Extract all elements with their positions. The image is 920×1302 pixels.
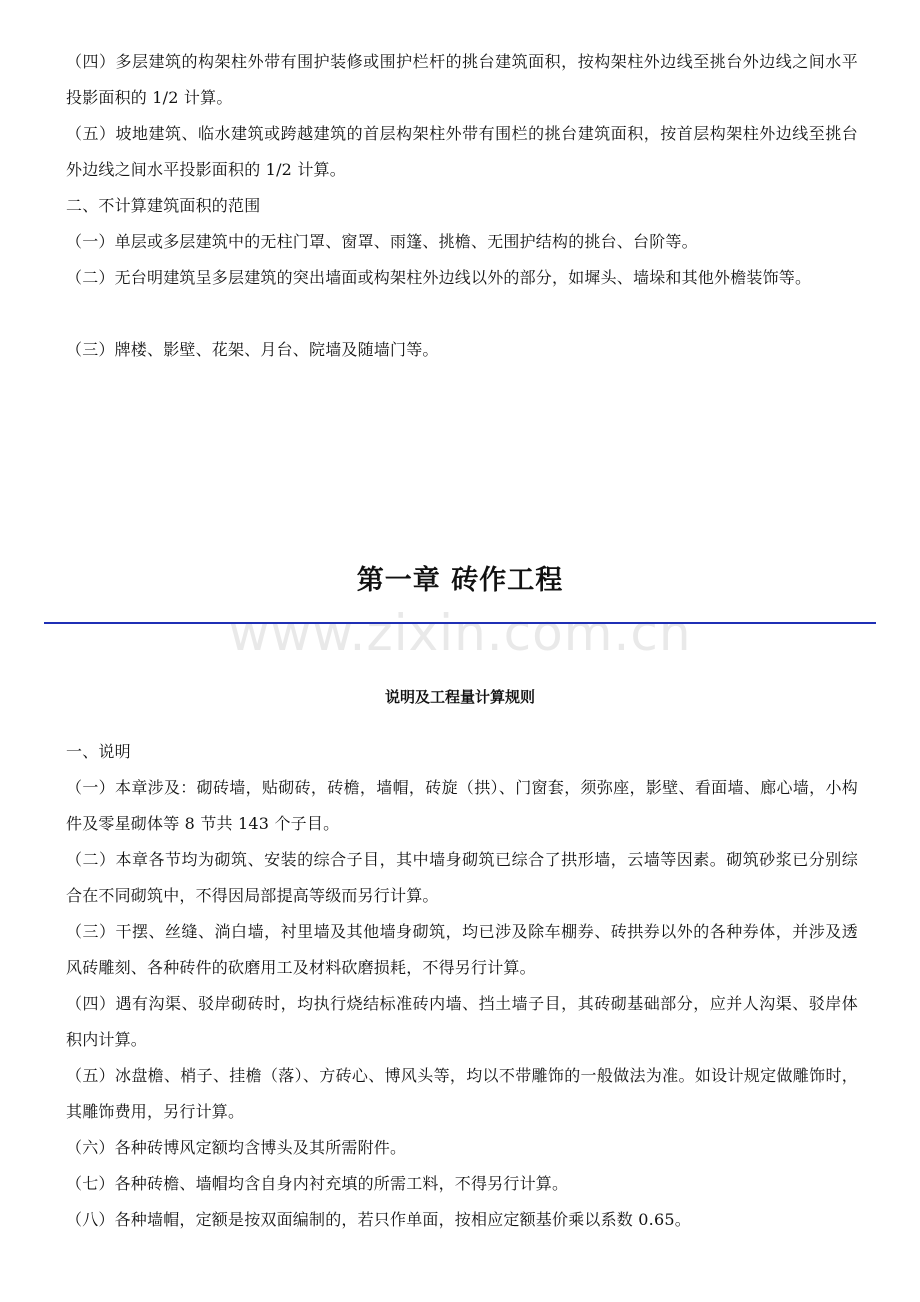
explanation-item-3: （三）干摆、丝缝、淌白墙，衬里墙及其他墙身砌筑，均已涉及除车棚券、砖拱券以外的各种券体，并涉及透风砖雕刻、各种砖件的砍磨用工及材料砍磨损耗，不得另行计算。: [66, 922, 858, 977]
paragraph-top-4: （四）多层建筑的构架柱外带有围护装修或围护栏杆的挑台建筑面积，按构架柱外边线至挑台外边线之间水平投影面积的 1/2 计算。: [66, 52, 858, 107]
paragraph-top-5: （五）坡地建筑、临水建筑或跨越建筑的首层构架柱外带有围栏的挑台建筑面积，按首层构架柱外边线至挑台外边线之间水平投影面积的 1/2 计算。: [66, 124, 858, 179]
explanation-item-8: （八）各种墙帽，定额是按双面编制的，若只作单面，按相应定额基价乘以系数 0.65。: [66, 1210, 691, 1229]
watermark: www.zixin.com.cn: [228, 604, 692, 662]
paragraph-not-counted-2: （二）无台明建筑呈多层建筑的突出墙面或构架柱外边线以外的部分，如墀头、墙垛和其他外檐装饰等。: [66, 268, 812, 287]
chapter-title: 第一章 砖作工程: [356, 565, 564, 596]
explanation-item-1: （一）本章涉及：砌砖墙，贴砌砖，砖檐，墙帽，砖旋（拱）、门窗套，须弥座，影壁、看面墙、廊心墙，小构件及零星砌体等 8 节共 143 个子目。: [66, 778, 858, 833]
explanation-item-2: （二）本章各节均为砌筑、安装的综合子目，其中墙身砌筑已综合了拱形墙，云墙等因素。砌筑砂浆已分别综合在不同砌筑中，不得因局部提高等级而另行计算。: [66, 850, 858, 905]
explanation-item-4: （四）遇有沟渠、驳岸砌砖时，均执行烧结标准砖内墙、挡土墙子目，其砖砌基础部分，应并人沟渠、驳岸体积内计算。: [66, 994, 858, 1049]
paragraph-not-counted-1: （一）单层或多层建筑中的无柱门罩、窗罩、雨篷、挑檐、无围护结构的挑台、台阶等。: [66, 232, 698, 251]
paragraph-not-counted-3: （三）牌楼、影壁、花架、月台、院墙及随墙门等。: [66, 340, 439, 359]
heading-not-counted-scope: 二、不计算建筑面积的范围: [66, 196, 261, 215]
explanation-item-6: （六）各种砖博风定额均含博头及其所需附件。: [66, 1138, 407, 1157]
section-title: 说明及工程量计算规则: [384, 688, 535, 706]
chapter-divider: [44, 622, 876, 624]
heading-explanation: 一、说明: [66, 742, 131, 761]
explanation-item-5: （五）冰盘檐、梢子、挂檐（落）、方砖心、博风头等，均以不带雕饰的一般做法为准。如设计规定做雕饰时，其雕饰费用，另行计算。: [66, 1066, 858, 1121]
explanation-item-7: （七）各种砖檐、墙帽均含自身内衬充填的所需工料，不得另行计算。: [66, 1174, 569, 1193]
